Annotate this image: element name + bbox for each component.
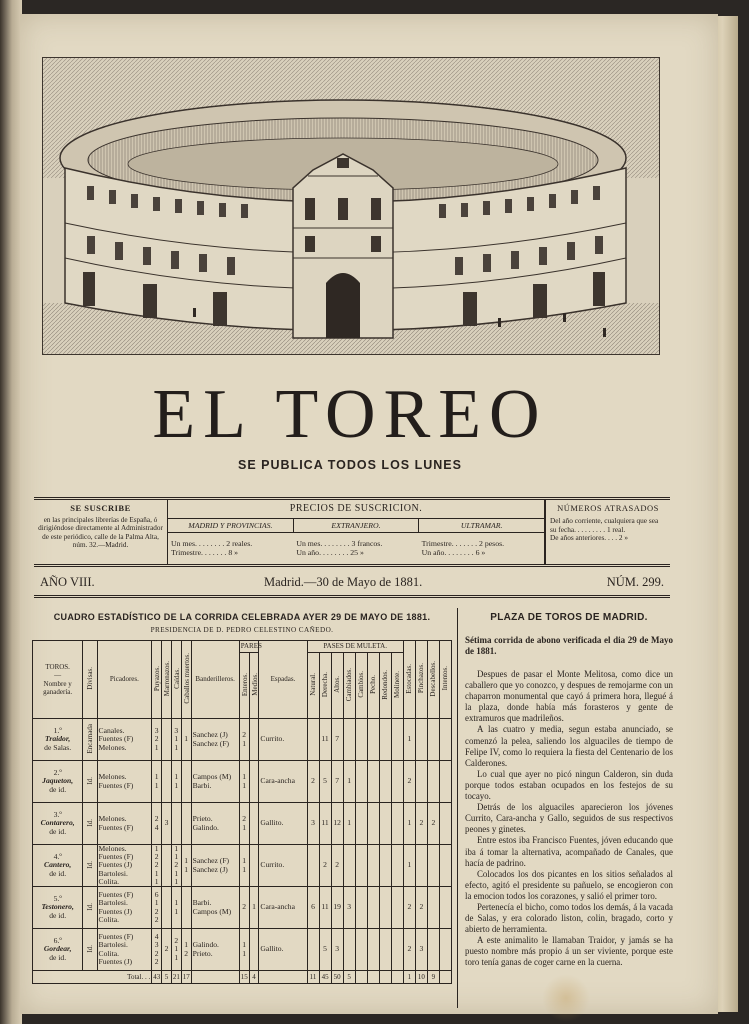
muleta-cell: 1 xyxy=(343,803,355,845)
enteros-cell: 2 xyxy=(239,887,249,929)
caidas-cell: 1 1 xyxy=(171,887,181,929)
table-row xyxy=(33,803,452,845)
medios-cell: 1 xyxy=(249,887,259,929)
total-intentos xyxy=(439,971,451,984)
article-paragraph: Colocados los dos picantes en los sitios señalados al efecto, agitó el presidente su pañuelo, se encogieron con la emocion todos los corazones, y salió el primer toro. xyxy=(465,868,673,901)
caidas-cell xyxy=(171,803,181,845)
muleta-cell xyxy=(367,845,379,887)
table-row xyxy=(33,845,452,887)
paper-stain xyxy=(542,974,590,1022)
total-muleta: 5 xyxy=(343,971,355,984)
descabellos-cell xyxy=(427,929,439,971)
article-paragraph: Pertenecía el bicho, como todos los demás, á la vacada de Salas, y era colorado liston, colin, bragado, corto y abierto de herramienta. xyxy=(465,901,673,935)
muleta-cell xyxy=(307,929,319,971)
marronazos-cell xyxy=(162,719,172,761)
muleta-cell: 3 xyxy=(307,803,319,845)
header-redondos: Redondos. xyxy=(379,653,391,719)
intentos-cell xyxy=(439,929,451,971)
muleta-cell xyxy=(307,719,319,761)
total-muleta xyxy=(379,971,391,984)
total-marronazos: 5 xyxy=(162,971,172,984)
article-paragraph: Lo cual que ayer no picó ningun Calderon, sin duda porque todos estaban ocupados en los festejos de su tocayo. xyxy=(465,768,673,802)
bull-cell: 6.º Gordear, de id. xyxy=(33,929,83,971)
article-heading: PLAZA DE TOROS DE MADRID. xyxy=(490,612,648,623)
intentos-cell xyxy=(439,719,451,761)
caidas-cell: 2 1 1 xyxy=(171,929,181,971)
banderilleros-cell: Galindo. Prieto. xyxy=(191,929,239,971)
muleta-cell xyxy=(379,845,391,887)
total-muleta xyxy=(391,971,403,984)
puyazos-cell: 4 3 2 2 xyxy=(152,929,162,971)
descabellos-cell xyxy=(427,719,439,761)
total-caballos: 17 xyxy=(181,971,191,984)
price-extranjero: Un mes. . . . . . . . 3 francos. Un año. . . . . . . . 25 » xyxy=(296,539,383,557)
medios-cell xyxy=(249,761,259,803)
issue-date: Madrid.—30 de Mayo de 1881. xyxy=(264,575,423,589)
estocadas-cell: 2 xyxy=(403,887,415,929)
intentos-cell xyxy=(439,803,451,845)
zone-label-extranjero: EXTRANJERO. xyxy=(294,519,420,533)
divisa-cell: Id. xyxy=(83,761,97,803)
enteros-cell: 2 1 xyxy=(239,719,249,761)
caidas-cell: 1 1 2 1 1 xyxy=(171,845,181,887)
puyazos-cell: 6 1 2 2 xyxy=(152,887,162,929)
divisa-cell: Id. xyxy=(83,803,97,845)
muleta-cell xyxy=(391,761,403,803)
back-issues-heading: NÚMEROS ATRASADOS xyxy=(557,503,659,513)
total-muleta xyxy=(367,971,379,984)
header-picadores: Picadores. xyxy=(97,641,152,719)
muleta-cell xyxy=(379,761,391,803)
espada-cell: Cara-ancha xyxy=(259,761,307,803)
picadores-cell: Fuentes (F) Bartolesi. Fuentes (J) Colita. xyxy=(97,887,152,929)
masthead-title: EL TOREO xyxy=(152,376,548,453)
marronazos-cell: 2 xyxy=(162,929,172,971)
header-enteros: Enteros. xyxy=(239,653,249,719)
header-cambiados: Cambiados. xyxy=(343,653,355,719)
article-paragraph: Despues de pasar el Monte Melitosa, como dice un caballero que yo conozco, y despues de remojarme con un chaparron monumental que cayó á primera hora, llegué á la plaza, donde había más forasteros y gente de extramuros que madrileños. xyxy=(465,669,673,724)
enteros-cell: 1 1 xyxy=(239,929,249,971)
intentos-cell xyxy=(439,845,451,887)
back-issues-text: Del año corriente, cualquiera que sea su fecha. . . . . . . . . 1 real. De años anteriores. . . . 2 » xyxy=(550,516,659,543)
total-row xyxy=(33,971,452,984)
total-estocadas: 1 xyxy=(403,971,415,984)
puyazos-cell: 2 4 xyxy=(152,803,162,845)
header-caballos: Caballos muertos. xyxy=(181,641,191,719)
puyazos-cell: 1 2 2 1 1 xyxy=(152,845,162,887)
pinchazos-cell xyxy=(415,719,427,761)
header-natural: Natural. xyxy=(307,653,319,719)
muleta-cell: 7 xyxy=(331,761,343,803)
marronazos-cell xyxy=(162,761,172,803)
caballos-cell xyxy=(181,887,191,929)
estocadas-cell: 2 xyxy=(403,929,415,971)
intentos-cell xyxy=(439,761,451,803)
pinchazos-cell xyxy=(415,761,427,803)
total-pinchazos: 10 xyxy=(415,971,427,984)
muleta-cell: 3 xyxy=(343,887,355,929)
total-banderilleros xyxy=(191,971,239,984)
muleta-cell xyxy=(355,887,367,929)
muleta-cell xyxy=(391,719,403,761)
estocadas-cell: 1 xyxy=(403,719,415,761)
picadores-cell: Melones. Fuentes (F) xyxy=(97,761,152,803)
header-marronazos: Marronazos. xyxy=(162,641,172,719)
bullring-engraving xyxy=(42,57,660,355)
muleta-cell xyxy=(367,719,379,761)
bull-cell: 1.º Traidor, de Salas. xyxy=(33,719,83,761)
total-muleta: 50 xyxy=(331,971,343,984)
muleta-cell xyxy=(355,719,367,761)
stats-column xyxy=(32,612,452,1007)
muleta-cell: 19 xyxy=(331,887,343,929)
masthead-subtitle: SE PUBLICA TODOS LOS LUNES xyxy=(238,458,462,472)
muleta-cell xyxy=(379,887,391,929)
header-toros: TOROS. — Nombre y ganadería. xyxy=(33,641,83,719)
muleta-cell xyxy=(391,803,403,845)
bull-cell: 5.º Testonero, de id. xyxy=(33,887,83,929)
muleta-cell xyxy=(355,845,367,887)
descabellos-cell xyxy=(427,845,439,887)
header-descabellos: Descabellos. xyxy=(427,641,439,719)
subscription-box xyxy=(34,497,670,567)
table-row xyxy=(33,929,452,971)
intentos-cell xyxy=(439,887,451,929)
espada-cell: Currito. xyxy=(259,719,307,761)
subscribe-text: en las principales librerías de España, ó dirigiéndose directamente al Administrador de este periódico, calle de la Palma Alta, núm. 32.—Madrid. xyxy=(38,516,163,550)
muleta-cell xyxy=(391,887,403,929)
muleta-cell xyxy=(367,803,379,845)
bull-cell: 3.º Contarero, de id. xyxy=(33,803,83,845)
caballos-cell: 1 xyxy=(181,719,191,761)
enteros-cell: 2 1 xyxy=(239,803,249,845)
caballos-cell: 1 1 xyxy=(181,845,191,887)
header-altos: Altos. xyxy=(331,653,343,719)
marronazos-cell xyxy=(162,845,172,887)
stats-title: CUADRO ESTADÍSTICO DE LA CORRIDA CELEBRADA AYER 29 DE MAYO DE 1881. xyxy=(53,612,431,622)
total-medios: 4 xyxy=(249,971,259,984)
muleta-cell xyxy=(367,929,379,971)
divisa-cell: Id. xyxy=(83,845,97,887)
newspaper-page xyxy=(20,14,718,1014)
header-medios: Medios. xyxy=(249,653,259,719)
total-enteros: 15 xyxy=(239,971,249,984)
pinchazos-cell xyxy=(415,845,427,887)
espada-cell: Cara-ancha xyxy=(259,887,307,929)
price-ultramar: Trimestre. . . . . . . 2 pesos. Un año. . . . . . . . 6 » xyxy=(421,539,505,557)
pinchazos-cell: 2 xyxy=(415,887,427,929)
banderilleros-cell: Prieto. Galindo. xyxy=(191,803,239,845)
caballos-cell xyxy=(181,803,191,845)
banderilleros-cell: Sanchez (F) Sanchez (J) xyxy=(191,845,239,887)
header-muleta: PASES DE MULETA. xyxy=(307,641,403,653)
caballos-cell xyxy=(181,761,191,803)
enteros-cell: 1 1 xyxy=(239,761,249,803)
muleta-cell xyxy=(343,845,355,887)
header-banderilleros: Banderilleros. xyxy=(191,641,239,719)
banderilleros-cell: Sanchez (J) Sanchez (F) xyxy=(191,719,239,761)
issue-year: AÑO VIII. xyxy=(40,575,95,589)
article-column xyxy=(465,612,673,1007)
muleta-cell xyxy=(343,929,355,971)
total-espada xyxy=(259,971,307,984)
price-madrid: Un mes. . . . . . . . 2 reales. Trimestre. . . . . . . 8 » xyxy=(171,539,253,557)
header-puyazos: Puyazos. xyxy=(152,641,162,719)
muleta-cell: 11 xyxy=(319,719,331,761)
back-issues xyxy=(546,500,670,564)
medios-cell xyxy=(249,845,259,887)
book-binding xyxy=(0,0,22,1024)
zone-label-madrid: MADRID Y PROVINCIAS. xyxy=(168,519,294,533)
estocadas-cell: 2 xyxy=(403,761,415,803)
picadores-cell: Canales. Fuentes (F) Melones. xyxy=(97,719,152,761)
prices-heading: PRECIOS DE SUSCRICION. xyxy=(168,500,544,519)
puyazos-cell: 3 2 1 xyxy=(152,719,162,761)
caidas-cell: 1 1 xyxy=(171,761,181,803)
article-paragraph: A este animalito le llamaban Traidor, y jamás se ha puesto nombre más propio á un ser viviente, porque este toro tenía ganas de coger carne en la cuerna. xyxy=(465,935,673,968)
article-paragraph: Entre estos iba Francisco Fuentes, jóven educando que iba á tomar la alternativa, acompañado de Canales, que hacía de padrino. xyxy=(465,835,673,868)
espada-cell: Currito. xyxy=(259,845,307,887)
espada-cell: Gallito. xyxy=(259,803,307,845)
header-derecha: Derecha. xyxy=(319,653,331,719)
muleta-cell xyxy=(379,803,391,845)
article-paragraph: Detrás de los alguaciles aparecieron los jóvenes Currito, Cara-ancha y Gallo, seguidos de sus respectivos peones y ginetes. xyxy=(465,802,673,835)
article-paragraph: A las cuatro y media, segun estaba anunciado, se comenzó la pelea, saliendo los alguaciles de tiempo de Felipe IV, como lo requiera la fiesta del Centenario de los Calderones. xyxy=(465,724,673,768)
muleta-cell xyxy=(367,761,379,803)
table-row xyxy=(33,761,452,803)
muleta-cell xyxy=(355,803,367,845)
header-pares: PARES xyxy=(239,641,259,653)
muleta-cell: 6 xyxy=(307,887,319,929)
caballos-cell: 1 2 xyxy=(181,929,191,971)
header-pecho: Pecho. xyxy=(367,653,379,719)
muleta-cell xyxy=(343,719,355,761)
bull-cell: 2.º Jaqueton, de id. xyxy=(33,761,83,803)
muleta-cell xyxy=(355,761,367,803)
total-caidas: 21 xyxy=(171,971,181,984)
muleta-cell xyxy=(367,887,379,929)
muleta-cell xyxy=(391,929,403,971)
marronazos-cell: 3 xyxy=(162,803,172,845)
medios-cell xyxy=(249,803,259,845)
header-pinchazos: Pinchazos. xyxy=(415,641,427,719)
total-muleta: 11 xyxy=(307,971,319,984)
header-cambios: Cambios. xyxy=(355,653,367,719)
espada-cell: Gallito. xyxy=(259,929,307,971)
medios-cell xyxy=(249,929,259,971)
banderilleros-cell: Campos (M) Barbi. xyxy=(191,761,239,803)
picadores-cell: Fuentes (F) Bartolesi. Colita. Fuentes (J) xyxy=(97,929,152,971)
muleta-cell xyxy=(391,845,403,887)
article-body xyxy=(465,669,673,969)
divisa-cell: Id. xyxy=(83,929,97,971)
header-divisa: Divisas. xyxy=(83,641,97,719)
estocadas-cell: 1 xyxy=(403,845,415,887)
muleta-cell: 12 xyxy=(331,803,343,845)
issue-number: NÚM. 299. xyxy=(606,575,664,589)
header-molinete: Molinete. xyxy=(391,653,403,719)
header-intentos: Intentos. xyxy=(439,641,451,719)
descabellos-cell: 2 xyxy=(427,803,439,845)
header-espadas: Espadas. xyxy=(259,641,307,719)
header-toros-sub: Nombre y ganadería. xyxy=(43,679,73,696)
muleta-cell xyxy=(307,845,319,887)
muleta-cell: 2 xyxy=(331,845,343,887)
muleta-cell: 2 xyxy=(319,845,331,887)
muleta-cell: 7 xyxy=(331,719,343,761)
descabellos-cell xyxy=(427,887,439,929)
total-descabellos: 9 xyxy=(427,971,439,984)
muleta-cell: 1 xyxy=(343,761,355,803)
zone-label-ultramar: ULTRAMAR. xyxy=(419,519,544,533)
header-toros-label: TOROS. xyxy=(45,663,70,672)
muleta-cell xyxy=(355,929,367,971)
marronazos-cell xyxy=(162,887,172,929)
total-label: Total. . . xyxy=(33,971,152,984)
muleta-cell xyxy=(379,929,391,971)
muleta-cell: 3 xyxy=(331,929,343,971)
pinchazos-cell: 3 xyxy=(415,929,427,971)
muleta-cell xyxy=(379,719,391,761)
muleta-cell: 11 xyxy=(319,887,331,929)
total-muleta: 45 xyxy=(319,971,331,984)
bull-cell: 4.º Cantero, de id. xyxy=(33,845,83,887)
banderilleros-cell: Barbi. Campos (M) xyxy=(191,887,239,929)
muleta-cell: 11 xyxy=(319,803,331,845)
muleta-cell: 2 xyxy=(307,761,319,803)
pinchazos-cell: 2 xyxy=(415,803,427,845)
table-row xyxy=(33,887,452,929)
stats-presidency: PRESIDENCIA DE D. PEDRO CELESTINO CAÑEDO. xyxy=(150,626,334,634)
table-row xyxy=(33,719,452,761)
puyazos-cell: 1 1 xyxy=(152,761,162,803)
muleta-cell: 5 xyxy=(319,929,331,971)
subscribe-info xyxy=(34,500,168,564)
estocadas-cell: 1 xyxy=(403,803,415,845)
picadores-cell: Melones. Fuentes (F) xyxy=(97,803,152,845)
column-divider xyxy=(457,608,458,1008)
dateline xyxy=(34,572,670,598)
enteros-cell: 1 1 xyxy=(239,845,249,887)
caidas-cell: 3 1 1 xyxy=(171,719,181,761)
picadores-cell: Melones. Fuentes (F) Fuentes (J) Bartolesi. Colita. xyxy=(97,845,152,887)
subscription-prices xyxy=(168,500,546,564)
article-lead: Sétima corrida de abono verificada el dia 29 de Mayo de 1881. xyxy=(465,635,673,656)
subscribe-heading: SE SUSCRIBE xyxy=(70,503,131,513)
descabellos-cell xyxy=(427,761,439,803)
stats-table xyxy=(32,640,452,984)
total-puyazos: 43 xyxy=(152,971,162,984)
muleta-cell: 5 xyxy=(319,761,331,803)
header-caidas: Caídas. xyxy=(171,641,181,719)
medios-cell xyxy=(249,719,259,761)
total-muleta xyxy=(355,971,367,984)
divisa-cell: Id. xyxy=(83,887,97,929)
header-estocadas: Estocadas. xyxy=(403,641,415,719)
divisa-cell: Encarnada xyxy=(83,719,97,761)
